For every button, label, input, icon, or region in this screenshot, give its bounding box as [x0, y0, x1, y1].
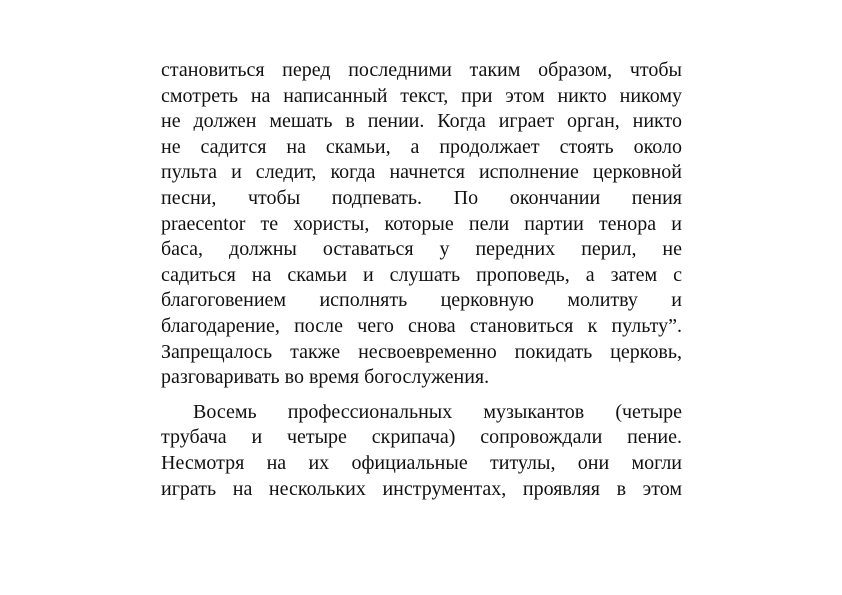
text-line: praecentor те хористы, которые пели партии тенора и	[161, 212, 682, 235]
text-line: трубача и четыре скрипача) сопровождали пение.	[161, 426, 682, 449]
text-line: Несмотря на их официальные титулы, они могли	[161, 451, 682, 474]
paragraph-1	[161, 58, 682, 391]
text-line: Восемь профессиональных музыкантов (четыре	[193, 400, 682, 423]
text-line: благоговением исполнять церковную молитву и	[161, 289, 682, 312]
paragraph-2	[161, 400, 682, 502]
text-line: становиться перед последними таким образом, чтобы	[161, 59, 682, 81]
text-line: не должен мешать в пении. Когда играет орган, никто	[161, 110, 682, 133]
text-line: Запрещалось также несвоевременно покидать церковь,	[161, 340, 682, 363]
text-line: играть на нескольких инструментах, проявляя в этом	[161, 477, 682, 500]
text-line: разговаривать во время богослужения.	[161, 366, 490, 389]
body-text	[161, 58, 682, 502]
text-line: песни, чтобы подпевать. По окончании пения	[161, 186, 682, 209]
text-line: благодарение, после чего снова становиться к пульту”.	[161, 314, 682, 337]
text-line: садиться на скамьи и слушать проповедь, а затем с	[161, 263, 682, 286]
text-line: пульта и следит, когда начнется исполнение церковной	[161, 161, 682, 184]
text-line: не садится на скамьи, а продолжает стоять около	[161, 135, 682, 158]
text-line: смотреть на написанный текст, при этом никто никому	[161, 84, 682, 107]
text-line: баса, должны оставаться у передних перил, не	[161, 238, 682, 261]
paragraph-gap	[161, 391, 682, 400]
